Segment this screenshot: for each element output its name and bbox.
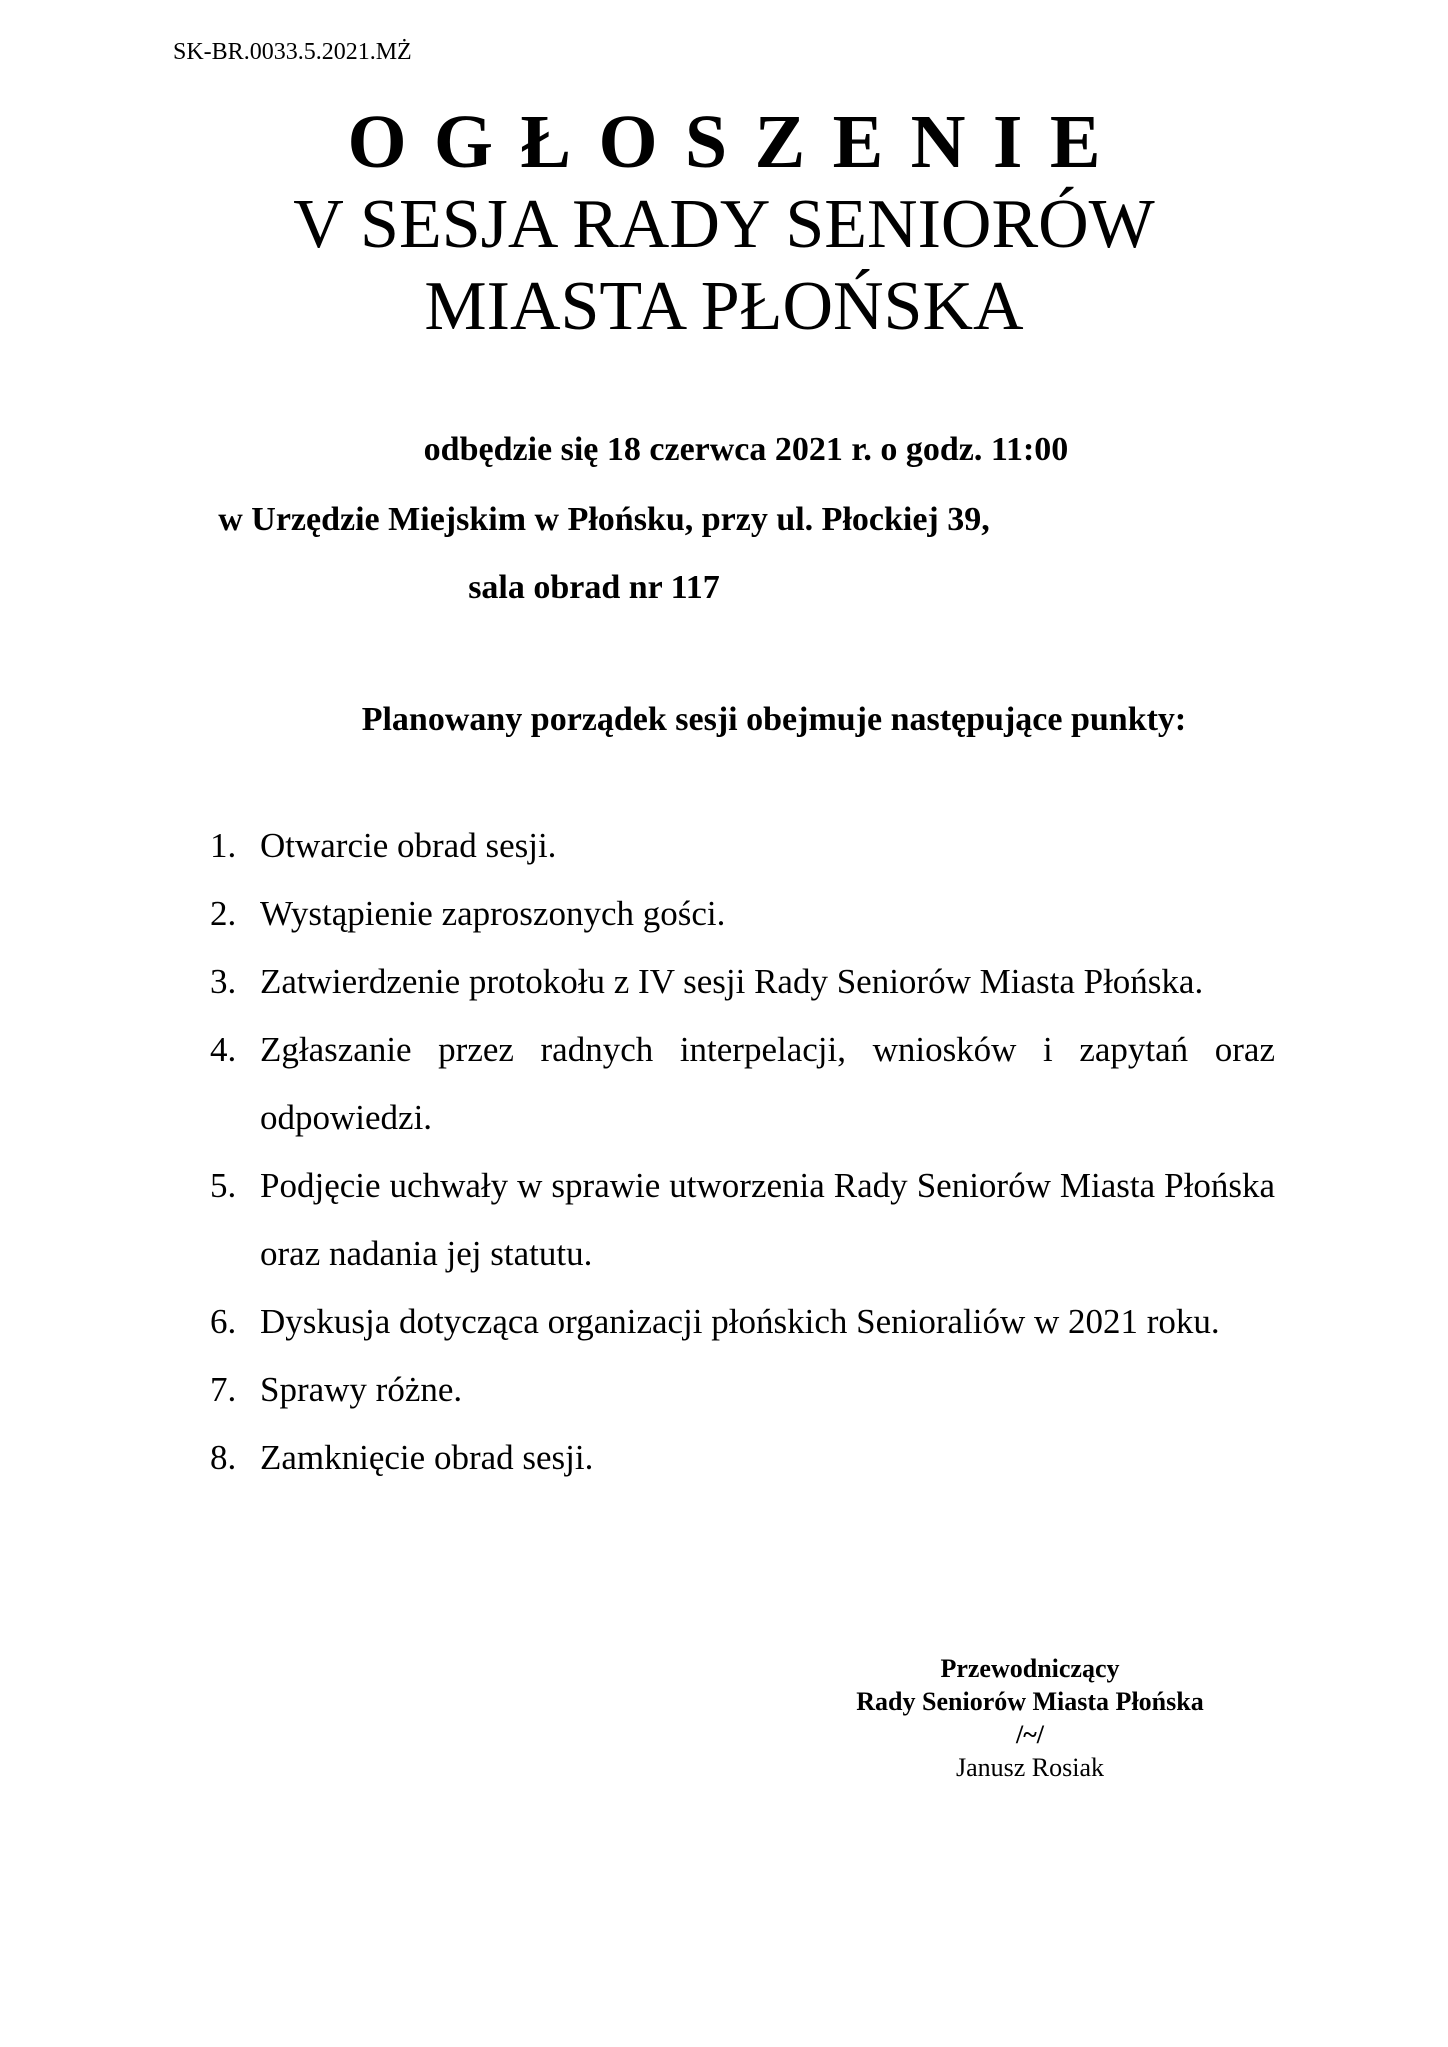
- agenda-item-number: 1.: [210, 826, 237, 865]
- agenda-item-number: 4.: [210, 1030, 237, 1069]
- document-title: OGŁOSZENIE: [347, 100, 1128, 184]
- agenda-item-text: Podjęcie uchwały w sprawie utworzenia Rady Seniorów Miasta Płońska oraz nadania jej statutu.: [260, 1166, 1275, 1273]
- agenda-item-text: Dyskusja dotycząca organizacji płońskich Senioraliów w 2021 roku.: [260, 1302, 1220, 1341]
- agenda-item: [210, 1288, 1275, 1356]
- session-location-line: w Urzędzie Miejskim w Płońsku, przy ul. Płockiej 39,: [218, 501, 990, 538]
- agenda-item: [210, 1016, 1275, 1152]
- agenda-item-number: 7.: [210, 1370, 237, 1409]
- document-reference: SK-BR.0033.5.2021.MŻ: [173, 39, 412, 65]
- agenda-item: [210, 948, 1275, 1016]
- signature-role: Przewodniczący: [940, 1654, 1120, 1683]
- agenda-item: [210, 1356, 1275, 1424]
- agenda-list: [210, 812, 1275, 1492]
- document-subtitle-line1: V SESJA RADY SENIORÓW: [293, 186, 1155, 263]
- signature-block: [780, 1652, 1280, 1784]
- agenda-heading: Planowany porządek sesji obejmuje następujące punkty:: [361, 701, 1187, 738]
- agenda-item-text: Zgłaszanie przez radnych interpelacji, wniosków i zapytań oraz odpowiedzi.: [260, 1030, 1275, 1137]
- agenda-item-text: Zatwierdzenie protokołu z IV sesji Rady Seniorów Miasta Płońska.: [260, 962, 1204, 1001]
- signature-name: Janusz Rosiak: [955, 1753, 1105, 1782]
- session-date-line: odbędzie się 18 czerwca 2021 r. o godz. 11:00: [423, 431, 1069, 468]
- agenda-item: [210, 1424, 1275, 1492]
- agenda-item-text: Sprawy różne.: [260, 1370, 463, 1409]
- agenda-item: [210, 880, 1275, 948]
- agenda-item-number: 2.: [210, 894, 237, 933]
- agenda-item-number: 5.: [210, 1166, 237, 1205]
- agenda-item-text: Otwarcie obrad sesji.: [260, 826, 557, 865]
- agenda-item-number: 6.: [210, 1302, 237, 1341]
- signature-body: Rady Seniorów Miasta Płońska: [856, 1687, 1204, 1716]
- signature-mark: /~/: [1016, 1720, 1044, 1749]
- agenda-item-text: Zamknięcie obrad sesji.: [260, 1438, 594, 1477]
- document-subtitle-line2: MIASTA PŁOŃSKA: [424, 268, 1024, 345]
- agenda-item: [210, 812, 1275, 880]
- agenda-item-number: 3.: [210, 962, 237, 1001]
- agenda-item-text: Wystąpienie zaproszonych gości.: [260, 894, 726, 933]
- agenda-item: [210, 1152, 1275, 1288]
- title-block: [200, 100, 1248, 348]
- session-room-line: sala obrad nr 117: [468, 569, 720, 606]
- agenda-item-number: 8.: [210, 1438, 237, 1477]
